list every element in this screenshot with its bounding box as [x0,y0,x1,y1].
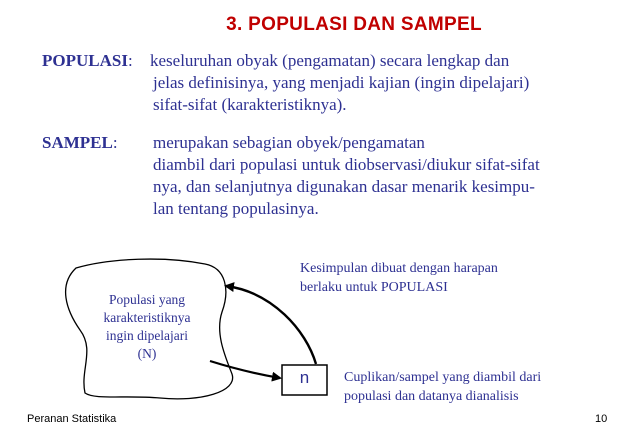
populasi-colon: : [127,51,133,70]
conclusion-note [300,259,498,297]
sampel-line-4: lan tentang populasinya. [153,199,319,218]
sample-label: n [299,368,310,387]
sample-desc-line-2: populasi dan datanya dianalisis [344,389,519,404]
sampel-colon: : [112,133,118,152]
footer-course-title: Peranan Statistika [27,413,117,425]
populasi-line-1: keseluruhan obyak (pengamatan) secara lengkap dan [150,51,510,70]
conclusion-line-2: berlaku untuk POPULASI [300,280,448,295]
sampel-term-label: SAMPEL [42,133,113,152]
population-label [82,291,212,363]
conclusion-line-1: Kesimpulan dibuat dengan harapan [300,261,498,276]
page-number: 10 [595,413,608,425]
populasi-term-label: POPULASI [42,51,128,70]
population-line-4: (N) [137,346,157,361]
sampel-line-3: nya, dan selanjutnya digunakan dasar menarik kesimpu- [153,177,535,196]
sample-description [344,368,541,406]
population-line-3: ingin dipelajari [105,328,189,343]
arrow-sample-to-population [226,286,316,364]
sampel-line-2: diambil dari populasi untuk diobservasi/diukur sifat-sifat [153,155,540,174]
populasi-line-3: sifat-sifat (karakteristiknya). [153,95,347,114]
sampel-line-1: merupakan sebagian obyek/pengamatan [153,133,425,152]
populasi-line-2: jelas definisinya, yang menjadi kajian (ingin dipelajari) [153,73,530,92]
slide-title: 3. POPULASI DAN SAMPEL [226,14,482,35]
arrow-population-to-sample [210,361,280,378]
population-line-1: Populasi yang [108,292,186,307]
population-line-2: karakteristiknya [103,310,191,325]
sample-desc-line-1: Cuplikan/sampel yang diambil dari [344,370,542,385]
